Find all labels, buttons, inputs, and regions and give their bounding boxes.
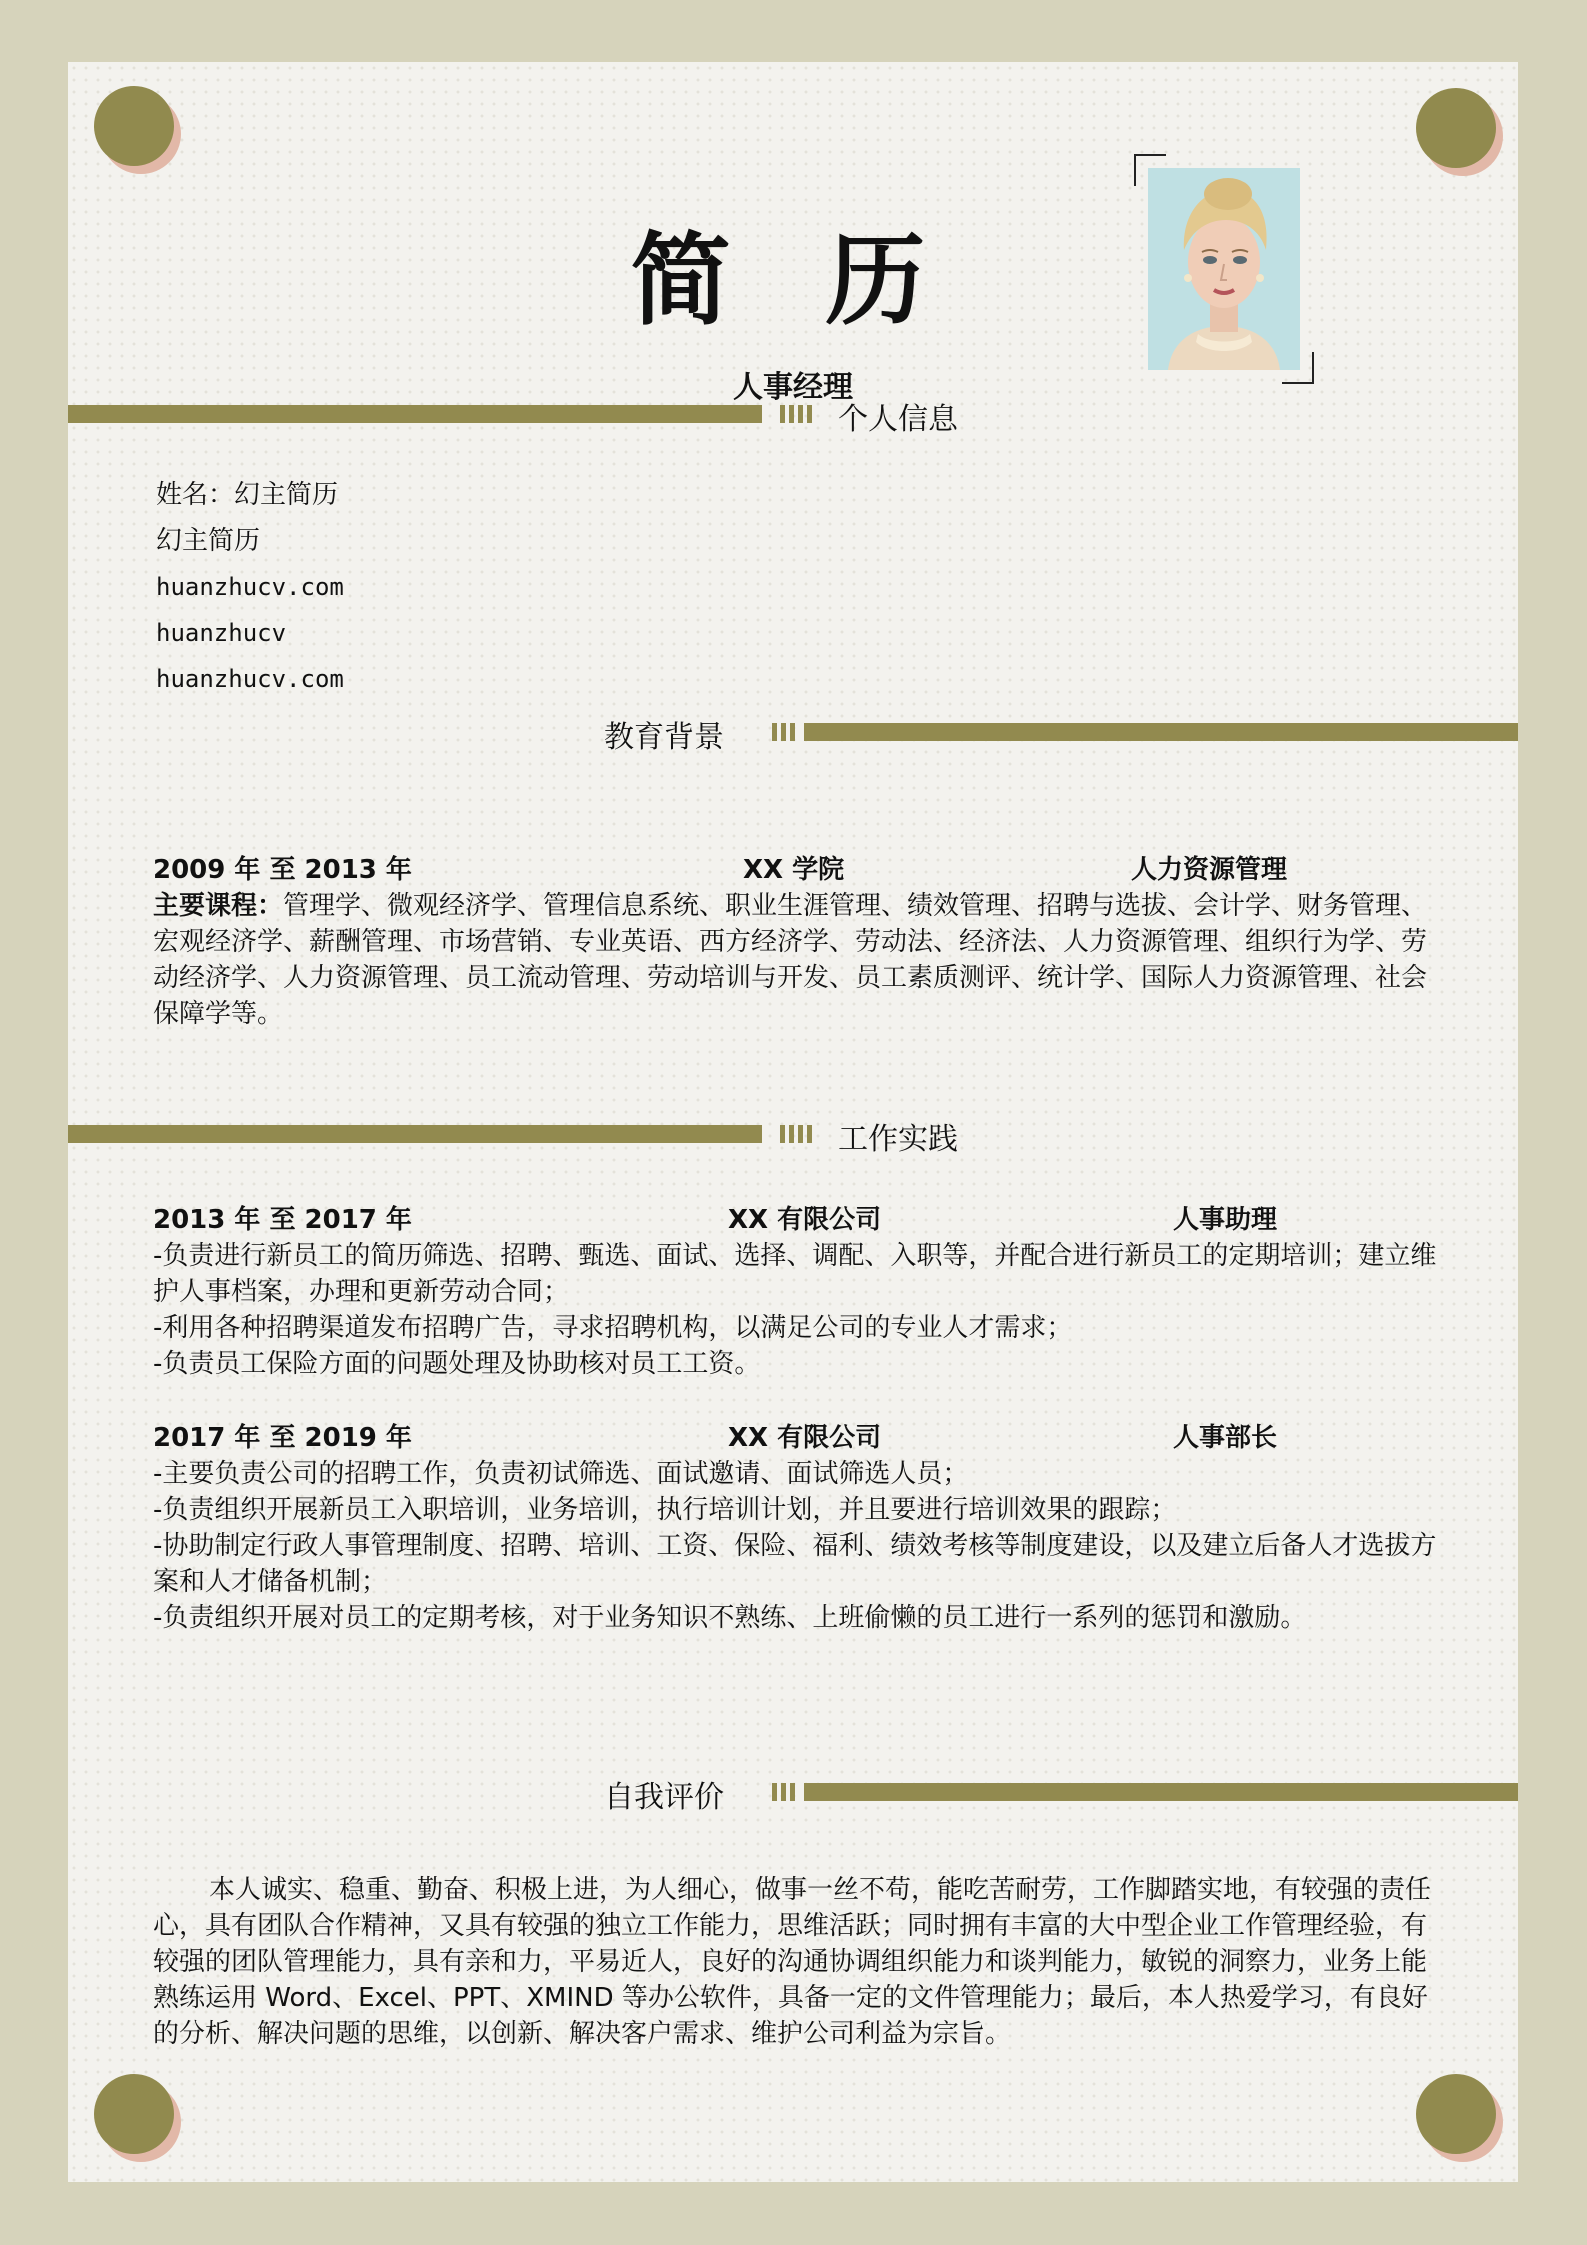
section-header-self xyxy=(68,1772,1518,1815)
work-summary xyxy=(153,1420,1438,1456)
education-major: 人力资源管理 xyxy=(1131,855,1288,885)
section-header-personal xyxy=(68,394,1518,437)
info-name: 姓名：幻主简历 xyxy=(156,480,339,510)
section-stripes xyxy=(772,723,799,741)
work-duty: -主要负责公司的招聘工作，负责初试筛选、面试邀请、面试筛选人员； xyxy=(153,1459,969,1489)
resume-page xyxy=(68,62,1518,2182)
personal-info xyxy=(156,472,756,740)
work-period: 2013 年 至 2017 年 xyxy=(153,1205,412,1235)
courses-list: 管理学、微观经济学、管理信息系统、职业生涯管理、绩效管理、招聘与选拔、会计学、财务管理、宏观经济学、薪酬管理、市场营销、专业英语、西方经济学、劳动法、经济法、人力资源管理、组织行为学、劳动经济学、人力资源管理、员工流动管理、劳动培训与开发、员工素质测评、统计学、国际人力资源管理、社会保障学等。 xyxy=(153,891,1428,1029)
corner-circle-top-left xyxy=(94,86,174,166)
work-duty: -负责组织开展新员工入职培训，业务培训，执行培训计划，并且要进行培训效果的跟踪； xyxy=(153,1495,1177,1525)
info-line: huanzhucv xyxy=(156,619,287,647)
section-title-education: 教育背景 xyxy=(604,720,724,755)
work-entry xyxy=(153,1202,1438,1382)
info-website: huanzhucv.com xyxy=(156,573,344,601)
section-header-education xyxy=(68,712,1518,755)
work-summary xyxy=(153,1202,1438,1238)
work-duty: -利用各种招聘渠道发布招聘广告，寻求招聘机构，以满足公司的专业人才需求； xyxy=(153,1313,1073,1343)
work-duty: -协助制定行政人事管理制度、招聘、培训、工资、保险、福利、绩效考核等制度建设，以及建立后备人才选拔方案和人才储备机制； xyxy=(153,1531,1437,1597)
education-courses xyxy=(153,888,1438,1032)
section-rule xyxy=(68,1125,762,1143)
work-duty: -负责员工保险方面的问题处理及协助核对员工工资。 xyxy=(153,1349,761,1379)
profile-photo-frame xyxy=(1134,154,1314,384)
education-period: 2009 年 至 2013 年 xyxy=(153,855,412,885)
education-summary xyxy=(153,852,1438,888)
section-stripes xyxy=(780,405,816,423)
self-evaluation xyxy=(153,1872,1438,2052)
section-title-self: 自我评价 xyxy=(604,1780,724,1815)
section-title-personal: 个人信息 xyxy=(838,402,958,437)
work-duty: -负责进行新员工的简历筛选、招聘、甄选、面试、选择、调配、入职等，并配合进行新员工的定期培训；建立维护人事档案，办理和更新劳动合同； xyxy=(153,1241,1437,1307)
work-entry xyxy=(153,1420,1438,1636)
work-company: XX 有限公司 xyxy=(728,1423,882,1453)
work-company: XX 有限公司 xyxy=(728,1205,882,1235)
job-title: 人事经理 xyxy=(733,370,853,405)
work-duty: -负责组织开展对员工的定期考核，对于业务知识不熟练、上班偷懒的员工进行一系列的惩罚和激励。 xyxy=(153,1603,1307,1633)
resume-title: 简 历 xyxy=(630,222,956,339)
info-website: huanzhucv.com xyxy=(156,665,344,693)
section-rule xyxy=(68,405,762,423)
section-rule xyxy=(804,723,1518,741)
education-school: XX 学院 xyxy=(743,855,845,885)
work-role: 人事部长 xyxy=(1173,1423,1278,1453)
self-evaluation-text: 本人诚实、稳重、勤奋、积极上进，为人细心，做事一丝不苟，能吃苦耐劳，工作脚踏实地，有较强的责任心，具有团队合作精神，又具有较强的独立工作能力，思维活跃；同时拥有丰富的大中型企业工作管理经验，有较强的团队管理能力，具有亲和力，平易近人，良好的沟通协调组织能力和谈判能力，敏锐的洞察力，业务上能熟练运用 Word、Excel、PPT、XMIND 等办公软件，具备一定的文件管理能力；最后，本人热爱学习，有良好的分析、解决问题的思维，以创新、解决客户需求、维护公司利益为宗旨。 xyxy=(153,1875,1432,2049)
section-header-work xyxy=(68,1114,1518,1157)
profile-photo xyxy=(1148,168,1300,370)
work-period: 2017 年 至 2019 年 xyxy=(153,1423,412,1453)
section-title-work: 工作实践 xyxy=(838,1122,958,1157)
section-stripes xyxy=(780,1125,816,1143)
courses-label: 主要课程： xyxy=(153,891,284,921)
portrait-illustration xyxy=(1148,168,1300,370)
info-line: 幻主简历 xyxy=(156,526,261,556)
section-stripes xyxy=(772,1783,799,1801)
work-role: 人事助理 xyxy=(1173,1205,1278,1235)
education-entry xyxy=(153,852,1438,1032)
corner-circle-bottom-left xyxy=(94,2074,174,2154)
section-rule xyxy=(804,1783,1518,1801)
corner-circle-bottom-right xyxy=(1416,2074,1496,2154)
corner-circle-top-right xyxy=(1416,88,1496,168)
